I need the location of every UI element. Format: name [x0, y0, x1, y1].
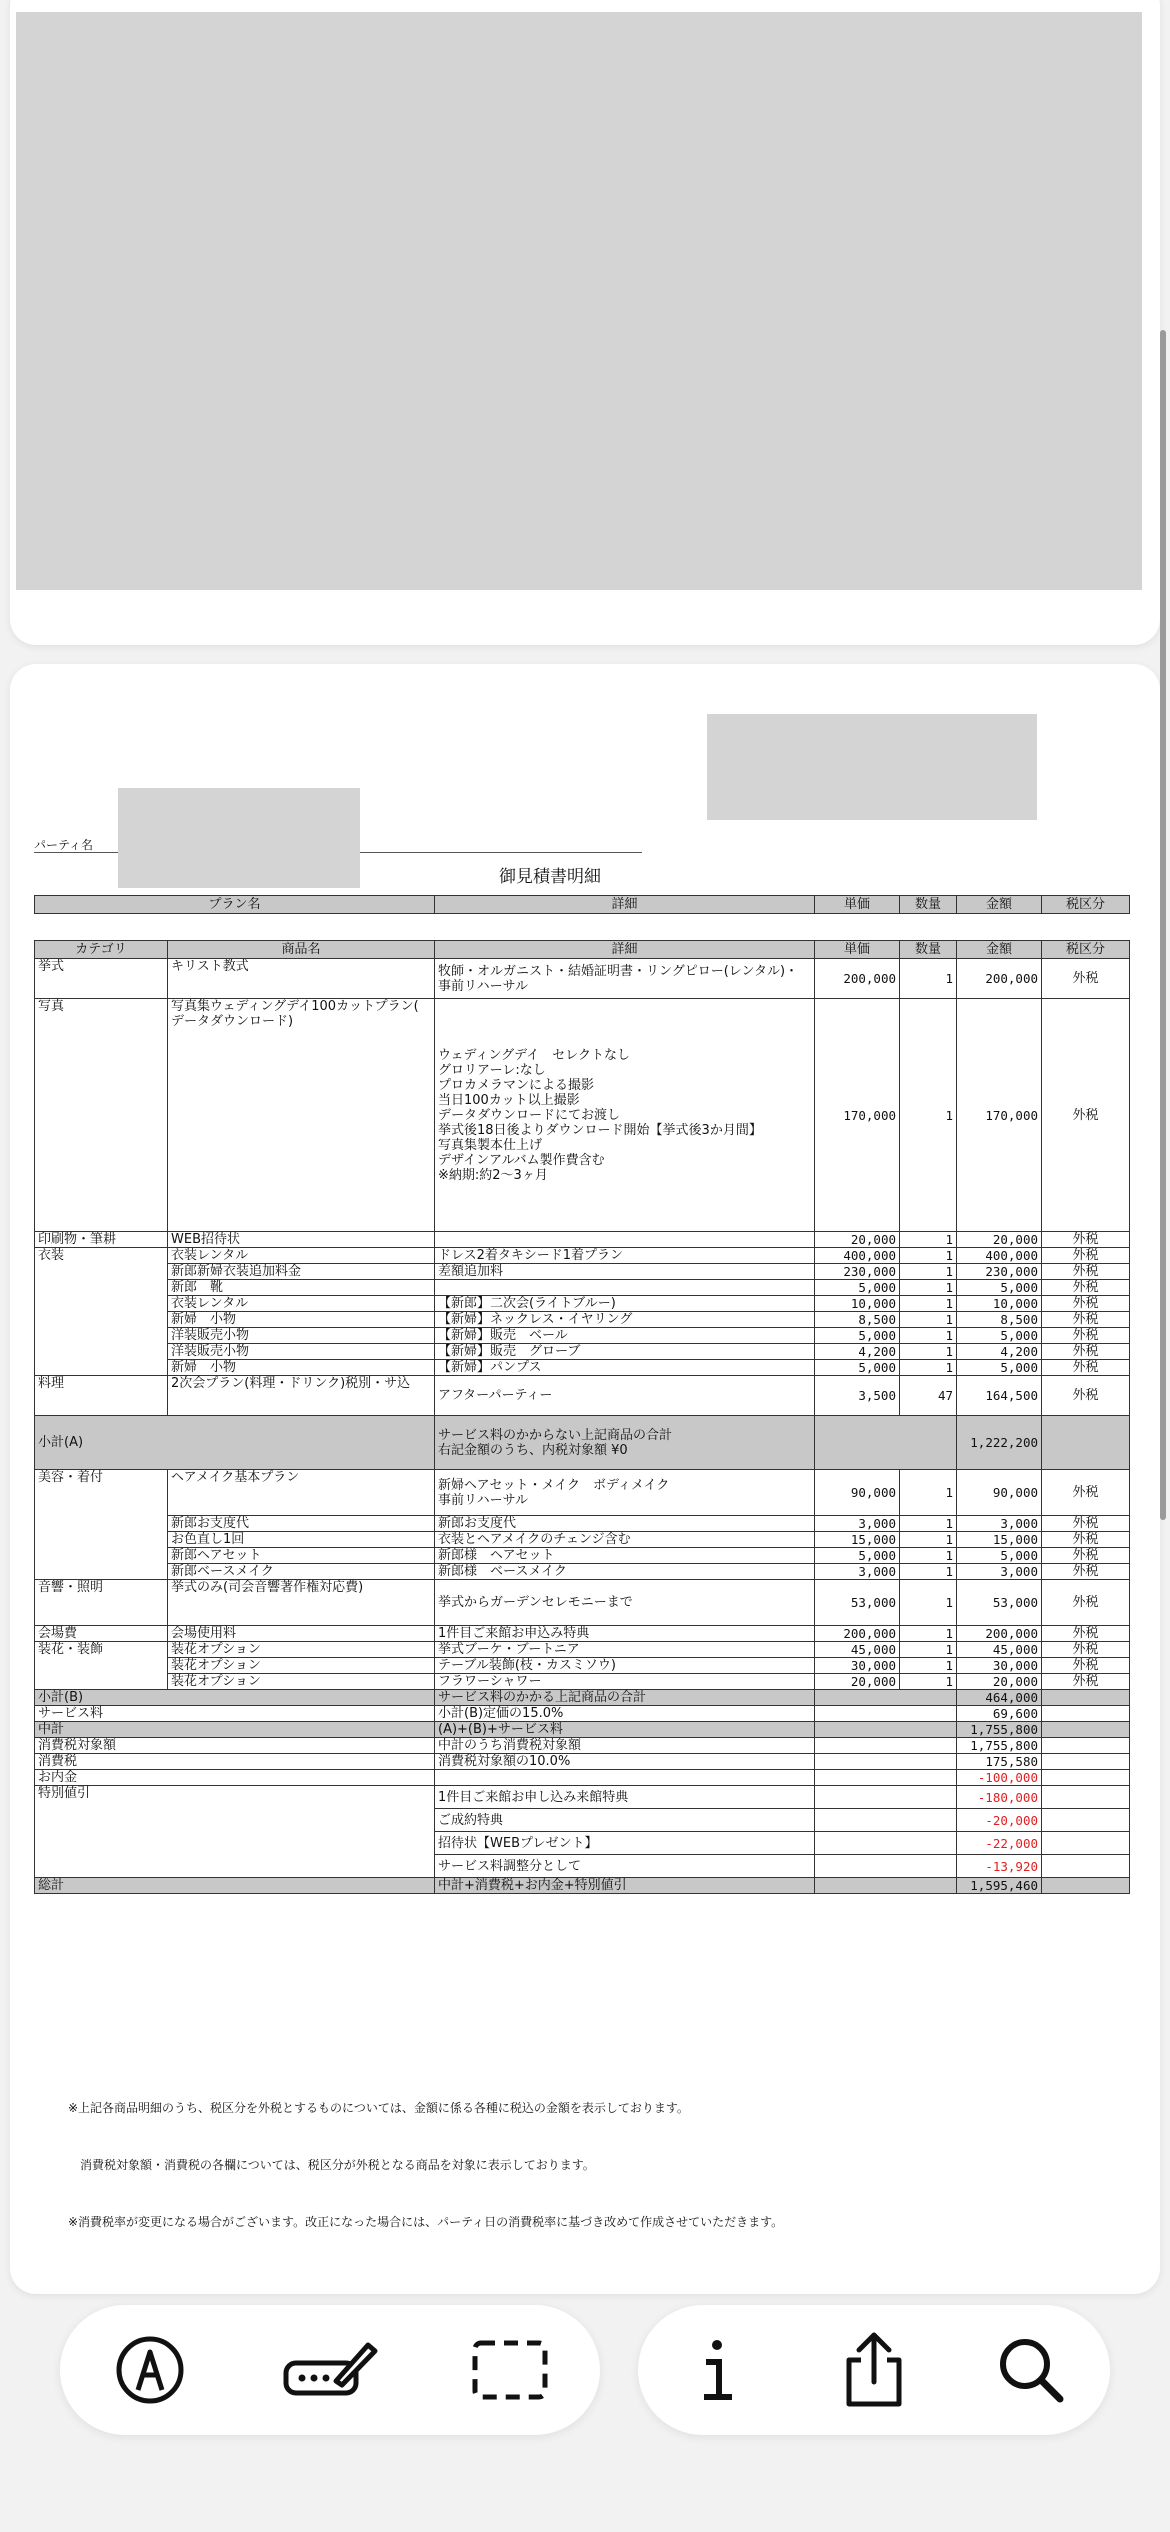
table-row: [35, 1532, 1130, 1548]
subtotal-detail: サービス料のかからない上記商品の合計 右記金額のうち、内税対象額 ¥0: [435, 1416, 815, 1470]
tax-type-cell: 外税: [1042, 1296, 1130, 1312]
unit-price-cell: 30,000: [815, 1658, 900, 1674]
detail-cell: 挙式からガーデンセレモニーまで: [435, 1580, 815, 1626]
quantity-cell: 1: [900, 1564, 957, 1580]
quantity-cell: 1: [900, 1548, 957, 1564]
amount-cell: 200,000: [957, 959, 1042, 999]
detail-cell: 挙式ブーケ・ブートニア: [435, 1642, 815, 1658]
empty-cell: [815, 1722, 957, 1738]
search-button[interactable]: [981, 2320, 1081, 2420]
empty-cell: [815, 1770, 957, 1786]
discount-amount: -13,920: [957, 1855, 1042, 1878]
unit-price-cell: 3,500: [815, 1376, 900, 1416]
item-name-cell: 2次会プラン(料理・ドリンク)税別・サ込: [168, 1376, 435, 1416]
toolbar-left: [60, 2305, 600, 2435]
empty-cell: [815, 1416, 957, 1470]
tax-type-cell: 外税: [1042, 1548, 1130, 1564]
item-name-cell: 洋装販売小物: [168, 1328, 435, 1344]
col-tax-type: 税区分: [1042, 941, 1130, 959]
total-detail: 中計+消費税+お内金+特別値引: [435, 1878, 815, 1894]
col-amount: 金額: [957, 896, 1042, 914]
col-category: カテゴリ: [35, 941, 168, 959]
amount-cell: 5,000: [957, 1280, 1042, 1296]
unit-price-cell: 4,200: [815, 1344, 900, 1360]
detail-cell: テーブル装飾(枝・カスミソウ): [435, 1658, 815, 1674]
note-line: ※消費税率が変更になる場合がございます。改正になった場合には、パーティ日の消費税率に基づき改めて作成させていただきます。: [68, 2215, 784, 2229]
unit-price-cell: 90,000: [815, 1470, 900, 1516]
category-cell: 挙式: [35, 959, 168, 999]
scrollbar[interactable]: [1160, 330, 1166, 1520]
select-icon: [470, 2335, 550, 2405]
notes: [68, 2061, 783, 2270]
tax-type-cell: 外税: [1042, 1532, 1130, 1548]
redacted-image: [16, 12, 1142, 590]
detail-cell: 新郎様 ベースメイク: [435, 1564, 815, 1580]
discount-detail: 1件目ご来館お申し込み来館特典: [435, 1786, 815, 1809]
col-quantity: 数量: [900, 941, 957, 959]
tax-type-cell: 外税: [1042, 1626, 1130, 1642]
summary-row: [35, 1738, 1130, 1754]
detail-cell: 【新郎】二次会(ライトブルー): [435, 1296, 815, 1312]
table-row: [35, 1626, 1130, 1642]
toolbar-right: [638, 2305, 1110, 2435]
item-name-cell: 装花オプション: [168, 1674, 435, 1690]
amount-cell: 3,000: [957, 1564, 1042, 1580]
unit-price-cell: 200,000: [815, 959, 900, 999]
summary-label: お内金: [35, 1770, 435, 1786]
col-item-name: 商品名: [168, 941, 435, 959]
tax-type-cell: 外税: [1042, 1376, 1130, 1416]
total-amount: 1,595,460: [957, 1878, 1042, 1894]
col-detail: 詳細: [435, 896, 815, 914]
table-row: [35, 1470, 1130, 1516]
item-name-cell: 新郎ヘアセット: [168, 1548, 435, 1564]
empty-cell: [815, 1878, 957, 1894]
detail-cell: 差額追加料: [435, 1264, 815, 1280]
item-name-cell: 新婦 小物: [168, 1312, 435, 1328]
total-row: [35, 1878, 1130, 1894]
empty-cell: [1042, 1770, 1130, 1786]
unit-price-cell: 400,000: [815, 1248, 900, 1264]
summary-detail: (A)+(B)+サービス料: [435, 1722, 815, 1738]
item-name-cell: キリスト教式: [168, 959, 435, 999]
tax-type-cell: 外税: [1042, 1280, 1130, 1296]
quantity-cell: 1: [900, 1674, 957, 1690]
summary-row: [35, 1706, 1130, 1722]
item-name-cell: 写真集ウェディングデイ100カットプラン( データダウンロード): [168, 999, 435, 1232]
discount-row: [35, 1786, 1130, 1809]
info-button[interactable]: [667, 2320, 767, 2420]
discount-detail: ご成約特典: [435, 1809, 815, 1832]
table-row: [35, 999, 1130, 1232]
quantity-cell: 1: [900, 1296, 957, 1312]
amount-cell: 10,000: [957, 1296, 1042, 1312]
category-cell: 写真: [35, 999, 168, 1232]
quantity-cell: 1: [900, 1642, 957, 1658]
detail-cell: [435, 1232, 815, 1248]
summary-amount: 1,755,800: [957, 1738, 1042, 1754]
unit-price-cell: 3,000: [815, 1564, 900, 1580]
tax-type-cell: 外税: [1042, 1564, 1130, 1580]
quantity-cell: 1: [900, 1344, 957, 1360]
discount-amount: -22,000: [957, 1832, 1042, 1855]
category-cell: 料理: [35, 1376, 168, 1416]
summary-detail: 消費税対象額の10.0%: [435, 1754, 815, 1770]
summary-label: 消費税: [35, 1754, 435, 1770]
detail-cell: 新郎お支度代: [435, 1516, 815, 1532]
detail-cell: 【新婦】パンプス: [435, 1360, 815, 1376]
quantity-cell: 1: [900, 1312, 957, 1328]
detail-cell: 【新婦】ネックレス・イヤリング: [435, 1312, 815, 1328]
quantity-cell: 1: [900, 1280, 957, 1296]
detail-cell: 【新婦】販売 グローブ: [435, 1344, 815, 1360]
unit-price-cell: 8,500: [815, 1312, 900, 1328]
amount-cell: 20,000: [957, 1674, 1042, 1690]
summary-row: [35, 1770, 1130, 1786]
detail-cell: ドレス2着タキシード1着プラン: [435, 1248, 815, 1264]
detail-cell: アフターパーティー: [435, 1376, 815, 1416]
unit-price-cell: 5,000: [815, 1328, 900, 1344]
item-name-cell: 会場使用料: [168, 1626, 435, 1642]
tax-type-cell: 外税: [1042, 999, 1130, 1232]
detail-cell: 1件目ご来館お申込み特典: [435, 1626, 815, 1642]
redacted-logo: [707, 714, 1037, 820]
summary-amount: 175,580: [957, 1754, 1042, 1770]
amount-cell: 45,000: [957, 1642, 1042, 1658]
amount-cell: 20,000: [957, 1232, 1042, 1248]
empty-cell: [1042, 1754, 1130, 1770]
quantity-cell: 47: [900, 1376, 957, 1416]
item-name-cell: 新郎お支度代: [168, 1516, 435, 1532]
amount-cell: 400,000: [957, 1248, 1042, 1264]
table-row: [35, 1312, 1130, 1328]
summary-label: 中計: [35, 1722, 435, 1738]
tax-type-cell: 外税: [1042, 1580, 1130, 1626]
table-row: [35, 1516, 1130, 1532]
empty-cell: [1042, 1855, 1130, 1878]
quantity-cell: 1: [900, 1248, 957, 1264]
note-line: ※上記各商品明細のうち、税区分を外税とするものについては、金額に係る各種に税込の金額を表示しております。: [68, 2101, 689, 2115]
quantity-cell: 1: [900, 1264, 957, 1280]
share-icon: [839, 2330, 909, 2410]
table-row: [35, 1296, 1130, 1312]
empty-cell: [1042, 1786, 1130, 1809]
item-name-cell: 新郎新婦衣装追加料金: [168, 1264, 435, 1280]
unit-price-cell: 5,000: [815, 1548, 900, 1564]
col-plan-name: プラン名: [35, 896, 435, 914]
unit-price-cell: 20,000: [815, 1674, 900, 1690]
table-row: [35, 1248, 1130, 1264]
amount-cell: 15,000: [957, 1532, 1042, 1548]
unit-price-cell: 15,000: [815, 1532, 900, 1548]
quantity-cell: 1: [900, 1532, 957, 1548]
discount-detail: 招待状【WEBプレゼント】: [435, 1832, 815, 1855]
quantity-cell: 1: [900, 1232, 957, 1248]
category-cell: 会場費: [35, 1626, 168, 1642]
top-image-card: [10, 0, 1160, 645]
tax-type-cell: 外税: [1042, 1470, 1130, 1516]
note-line: 消費税対象額・消費税の各欄については、税区分が外税となる商品を対象に表示しております。: [68, 2158, 595, 2172]
select-button[interactable]: [460, 2320, 560, 2420]
amount-cell: 8,500: [957, 1312, 1042, 1328]
empty-cell: [815, 1809, 957, 1832]
subtotal-a-row: [35, 1416, 1130, 1470]
category-cell: 美容・着付: [35, 1470, 168, 1580]
item-name-cell: 洋装販売小物: [168, 1344, 435, 1360]
summary-detail: 中計のうち消費税対象額: [435, 1738, 815, 1754]
table-row: [35, 1548, 1130, 1564]
plan-header-table: [34, 895, 1130, 914]
item-name-cell: WEB招待状: [168, 1232, 435, 1248]
share-button[interactable]: [824, 2320, 924, 2420]
summary-detail: [435, 1770, 815, 1786]
total-label: 総計: [35, 1878, 435, 1894]
unit-price-cell: 5,000: [815, 1280, 900, 1296]
tax-type-cell: 外税: [1042, 1642, 1130, 1658]
markup-icon: [115, 2335, 185, 2405]
summary-amount: 69,600: [957, 1706, 1042, 1722]
tax-type-cell: 外税: [1042, 1360, 1130, 1376]
summary-amount: -100,000: [957, 1770, 1042, 1786]
item-name-cell: ヘアメイク基本プラン: [168, 1470, 435, 1516]
signature-icon: [280, 2335, 380, 2405]
item-name-cell: 新郎 靴: [168, 1280, 435, 1296]
summary-row: [35, 1722, 1130, 1738]
unit-price-cell: 20,000: [815, 1232, 900, 1248]
quantity-cell: 1: [900, 1328, 957, 1344]
table-row: [35, 959, 1130, 999]
tax-type-cell: 外税: [1042, 1516, 1130, 1532]
item-name-cell: 新郎ベースメイク: [168, 1564, 435, 1580]
detail-cell: 牧師・オルガニスト・結婚証明書・リングピロー(レンタル)・ 事前リハーサル: [435, 959, 815, 999]
detail-cell: ウェディングデイ セレクトなし グロリアーレ:なし プロカメラマンによる撮影 当日100カット以上撮影 データダウンロードにてお渡し 挙式後18日後よりダウンロード開始【挙式後3か月間】 写真集製本仕上げ デザインアルバム製作費含む ※納期:約2～3ヶ月: [435, 999, 815, 1232]
quantity-cell: 1: [900, 1580, 957, 1626]
amount-cell: 5,000: [957, 1360, 1042, 1376]
unit-price-cell: 53,000: [815, 1580, 900, 1626]
tax-type-cell: 外税: [1042, 1248, 1130, 1264]
summary-amount: 464,000: [957, 1690, 1042, 1706]
empty-cell: [815, 1832, 957, 1855]
item-name-cell: 装花オプション: [168, 1642, 435, 1658]
discount-amount: -180,000: [957, 1786, 1042, 1809]
empty-cell: [1042, 1738, 1130, 1754]
unit-price-cell: 230,000: [815, 1264, 900, 1280]
amount-cell: 164,500: [957, 1376, 1042, 1416]
tax-type-cell: 外税: [1042, 1344, 1130, 1360]
empty-cell: [1042, 1832, 1130, 1855]
discount-detail: サービス料調整分として: [435, 1855, 815, 1878]
table-row: [35, 1232, 1130, 1248]
quantity-cell: 1: [900, 1360, 957, 1376]
amount-cell: 53,000: [957, 1580, 1042, 1626]
table-row: [35, 1360, 1130, 1376]
item-name-cell: お色直し1回: [168, 1532, 435, 1548]
empty-cell: [815, 1855, 957, 1878]
amount-cell: 30,000: [957, 1658, 1042, 1674]
col-detail: 詳細: [435, 941, 815, 959]
quantity-cell: 1: [900, 1470, 957, 1516]
summary-detail: 小計(B)定価の15.0%: [435, 1706, 815, 1722]
table-row: [35, 1376, 1130, 1416]
info-icon: [692, 2335, 742, 2405]
unit-price-cell: 5,000: [815, 1360, 900, 1376]
quantity-cell: 1: [900, 1516, 957, 1532]
category-cell: 音響・照明: [35, 1580, 168, 1626]
summary-row: [35, 1754, 1130, 1770]
amount-cell: 200,000: [957, 1626, 1042, 1642]
amount-cell: 5,000: [957, 1328, 1042, 1344]
detail-cell: 衣装とヘアメイクのチェンジ含む: [435, 1532, 815, 1548]
col-tax-type: 税区分: [1042, 896, 1130, 914]
empty-cell: [1042, 1722, 1130, 1738]
table-row: [35, 1328, 1130, 1344]
empty-cell: [815, 1754, 957, 1770]
amount-cell: 5,000: [957, 1548, 1042, 1564]
tax-type-cell: 外税: [1042, 959, 1130, 999]
unit-price-cell: 170,000: [815, 999, 900, 1232]
quantity-cell: 1: [900, 999, 957, 1232]
tax-type-cell: 外税: [1042, 1232, 1130, 1248]
empty-cell: [1042, 1809, 1130, 1832]
item-name-cell: 装花オプション: [168, 1658, 435, 1674]
empty-cell: [1042, 1416, 1130, 1470]
quantity-cell: 1: [900, 1626, 957, 1642]
redacted-party-name: [118, 788, 360, 888]
unit-price-cell: 45,000: [815, 1642, 900, 1658]
table-row: [35, 1344, 1130, 1360]
unit-price-cell: 3,000: [815, 1516, 900, 1532]
amount-cell: 170,000: [957, 999, 1042, 1232]
detail-cell: [435, 1280, 815, 1296]
empty-cell: [1042, 1690, 1130, 1706]
search-icon: [996, 2335, 1066, 2405]
amount-cell: 90,000: [957, 1470, 1042, 1516]
empty-cell: [1042, 1706, 1130, 1722]
col-unit-price: 単価: [815, 941, 900, 959]
document-title: 御見積書明細: [499, 867, 601, 887]
estimate-table: [34, 940, 1130, 1894]
tax-type-cell: 外税: [1042, 1658, 1130, 1674]
table-row: [35, 1580, 1130, 1626]
summary-label: サービス料: [35, 1706, 435, 1722]
table-row: [35, 1280, 1130, 1296]
subtotal-amount: 1,222,200: [957, 1416, 1042, 1470]
tax-type-cell: 外税: [1042, 1328, 1130, 1344]
item-name-cell: 衣装レンタル: [168, 1296, 435, 1312]
table-row: [35, 1264, 1130, 1280]
col-quantity: 数量: [900, 896, 957, 914]
col-unit-price: 単価: [815, 896, 900, 914]
amount-cell: 3,000: [957, 1516, 1042, 1532]
subtotal-label: 小計(A): [35, 1416, 435, 1470]
detail-cell: 新郎様 ヘアセット: [435, 1548, 815, 1564]
party-name-label: パーティ名: [34, 838, 94, 852]
category-cell: 装花・装飾: [35, 1642, 168, 1690]
quantity-cell: 1: [900, 1658, 957, 1674]
empty-cell: [815, 1786, 957, 1809]
detail-cell: フラワーシャワー: [435, 1674, 815, 1690]
signature-button[interactable]: [280, 2320, 380, 2420]
col-amount: 金額: [957, 941, 1042, 959]
summary-detail: サービス料のかかる上記商品の合計: [435, 1690, 815, 1706]
table-row: [35, 1642, 1130, 1658]
category-cell: 印刷物・筆耕: [35, 1232, 168, 1248]
tax-type-cell: 外税: [1042, 1674, 1130, 1690]
empty-cell: [815, 1690, 957, 1706]
table-row: [35, 1564, 1130, 1580]
discount-label: 特別値引: [35, 1786, 435, 1878]
category-cell: 衣装: [35, 1248, 168, 1376]
detail-cell: 新婦ヘアセット・メイク ボディメイク 事前リハーサル: [435, 1470, 815, 1516]
quantity-cell: 1: [900, 959, 957, 999]
item-name-cell: 衣装レンタル: [168, 1248, 435, 1264]
empty-cell: [815, 1738, 957, 1754]
empty-cell: [1042, 1878, 1130, 1894]
tax-type-cell: 外税: [1042, 1312, 1130, 1328]
markup-button[interactable]: [100, 2320, 200, 2420]
amount-cell: 230,000: [957, 1264, 1042, 1280]
table-row: [35, 1674, 1130, 1690]
summary-label: 消費税対象額: [35, 1738, 435, 1754]
summary-amount: 1,755,800: [957, 1722, 1042, 1738]
summary-row: [35, 1690, 1130, 1706]
empty-cell: [815, 1706, 957, 1722]
detail-cell: 【新婦】販売 ベール: [435, 1328, 815, 1344]
tax-type-cell: 外税: [1042, 1264, 1130, 1280]
unit-price-cell: 200,000: [815, 1626, 900, 1642]
summary-label: 小計(B): [35, 1690, 435, 1706]
item-name-cell: 挙式のみ(司会音響著作権対応費): [168, 1580, 435, 1626]
discount-amount: -20,000: [957, 1809, 1042, 1832]
amount-cell: 4,200: [957, 1344, 1042, 1360]
estimate-document-page: [10, 664, 1160, 2294]
item-name-cell: 新婦 小物: [168, 1360, 435, 1376]
unit-price-cell: 10,000: [815, 1296, 900, 1312]
table-row: [35, 1658, 1130, 1674]
